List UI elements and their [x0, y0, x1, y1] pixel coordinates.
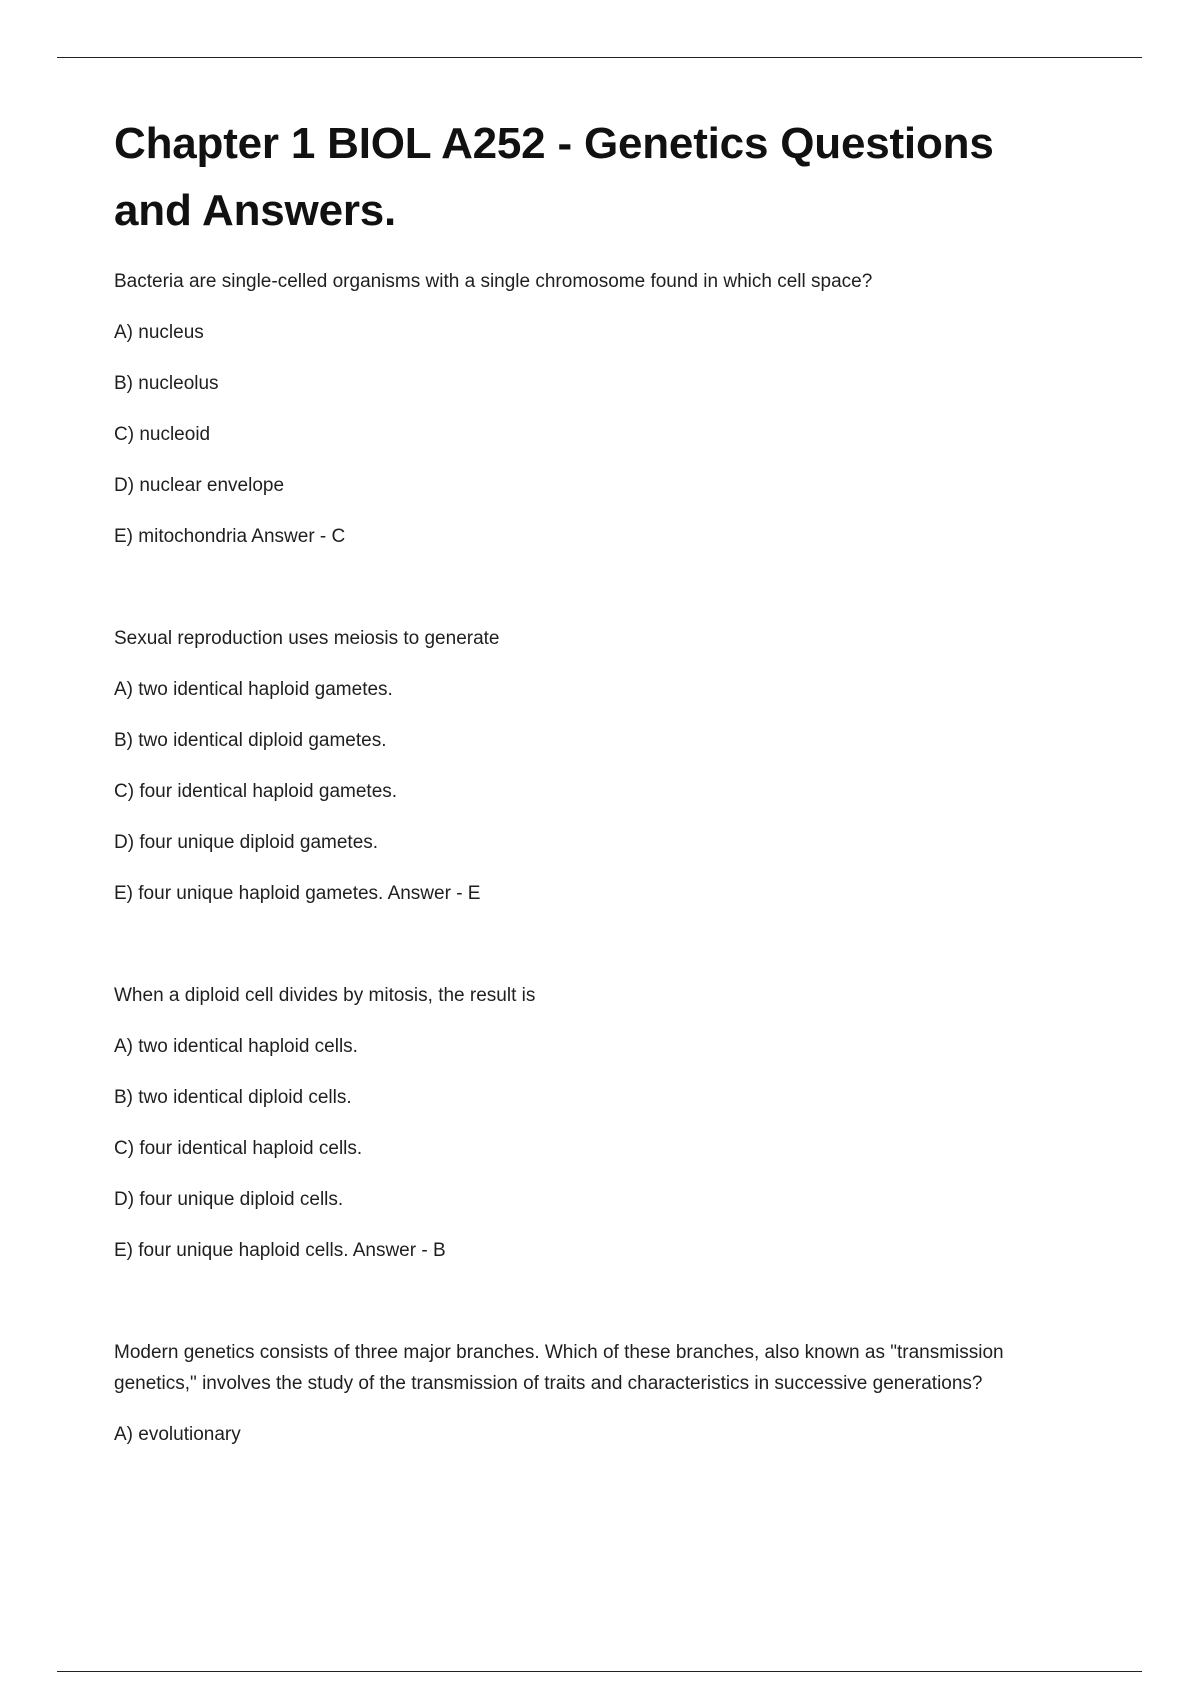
question-separator [114, 1266, 1074, 1337]
answer-option: B) nucleolus [114, 373, 219, 394]
answer-option: A) two identical haploid cells. [114, 1036, 358, 1057]
document-title: Chapter 1 BIOL A252 - Genetics Questions and Answers. [114, 119, 994, 235]
question-separator [114, 552, 1074, 623]
question-4 [114, 1337, 1074, 1450]
question-3 [114, 980, 1074, 1266]
answer-option: C) nucleoid [114, 424, 211, 445]
question-stem: When a diploid cell divides by mitosis, the result is [114, 985, 536, 1006]
header-rule [57, 57, 1142, 58]
answer-option: C) four identical haploid cells. [114, 1138, 363, 1159]
footer-rule [57, 1671, 1142, 1672]
answer-option: D) four unique diploid cells. [114, 1189, 344, 1210]
answer-option: C) four identical haploid gametes. [114, 781, 398, 802]
document-body [114, 110, 1074, 1450]
answer-option-with-key: E) four unique haploid cells. Answer - B [114, 1240, 446, 1261]
question-2 [114, 623, 1074, 909]
question-1 [114, 266, 1074, 552]
answer-option-with-key: E) four unique haploid gametes. Answer - E [114, 883, 481, 904]
answer-option: A) nucleus [114, 322, 204, 343]
answer-option: D) four unique diploid gametes. [114, 832, 379, 853]
question-stem: Modern genetics consists of three major branches. Which of these branches, also known as "transmission genetics," involves the study of the transmission of traits and characteristics in successive generations? [114, 1342, 1004, 1394]
answer-option: A) evolutionary [114, 1424, 241, 1445]
answer-option: A) two identical haploid gametes. [114, 679, 393, 700]
question-stem: Bacteria are single-celled organisms with a single chromosome found in which cell space? [114, 271, 873, 292]
answer-option-with-key: E) mitochondria Answer - C [114, 526, 346, 547]
question-stem: Sexual reproduction uses meiosis to generate [114, 628, 500, 649]
answer-option: B) two identical diploid gametes. [114, 730, 387, 751]
answer-option: D) nuclear envelope [114, 475, 285, 496]
question-separator [114, 909, 1074, 980]
answer-option: B) two identical diploid cells. [114, 1087, 352, 1108]
